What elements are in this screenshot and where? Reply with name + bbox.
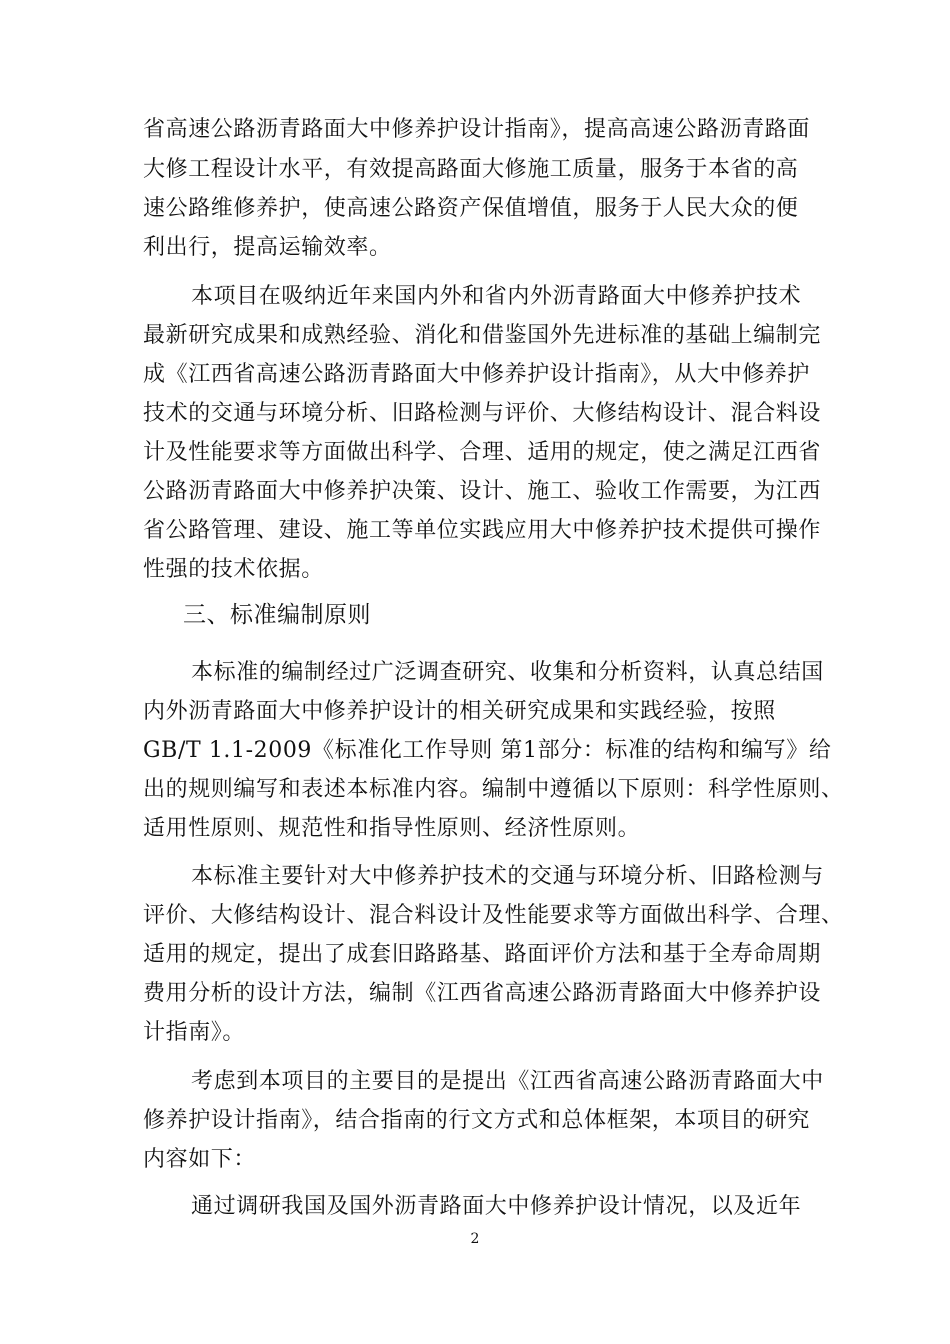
- text-line: 计及性能要求等方面做出科学、合理、适用的规定，使之满足江西省: [143, 440, 822, 465]
- text-line: 适用的规定，提出了成套旧路路基、路面评价方法和基于全寿命周期: [143, 942, 822, 967]
- text-line: 适用性原则、规范性和指导性原则、经济性原则。: [143, 816, 641, 841]
- text-line: 本标准主要针对大中修养护技术的交通与环境分析、旧路检测与: [191, 864, 824, 889]
- text-line: 通过调研我国及国外沥青路面大中修养护设计情况，以及近年: [191, 1194, 802, 1219]
- text-line: 成《江西省高速公路沥青路面大中修养护设计指南》，从大中修养护: [143, 362, 811, 387]
- text-line: 本标准的编制经过广泛调查研究、收集和分析资料，认真总结国: [191, 660, 824, 685]
- text-line: 出的规则编写和表述本标准内容。编制中遵循以下原则：科学性原则、: [143, 777, 844, 802]
- text-line: 内容如下：: [143, 1147, 257, 1172]
- text-line: 修养护设计指南》，结合指南的行文方式和总体框架，本项目的研究: [143, 1108, 811, 1133]
- text-line: 计指南》。: [143, 1020, 246, 1045]
- text-line: 内外沥青路面大中修养护设计的相关研究成果和实践经验，按照: [143, 699, 776, 724]
- text-line: 最新研究成果和成熟经验、消化和借鉴国外先进标准的基础上编制完: [143, 323, 822, 348]
- text-line: 利出行，提高运输效率。: [143, 235, 392, 260]
- text-line: 本项目在吸纳近年来国内外和省内外沥青路面大中修养护技术: [191, 284, 802, 309]
- text-line: 省公路管理、建设、施工等单位实践应用大中修养护技术提供可操作: [143, 518, 822, 543]
- text-line: 费用分析的设计方法，编制《江西省高速公路沥青路面大中修养护设: [143, 981, 822, 1006]
- text-line: 速公路维修养护，使高速公路资产保值增值，服务于人民大众的便: [143, 196, 799, 221]
- text-line: GB/T 1.1-2009《标准化工作导则 第1部分：标准的结构和编写》给: [143, 738, 832, 763]
- text-line: 省高速公路沥青路面大中修养护设计指南》，提高高速公路沥青路面: [143, 117, 811, 142]
- text-line: 公路沥青路面大中修养护决策、设计、施工、验收工作需要，为江西: [143, 479, 822, 504]
- section-heading: 三、标准编制原则: [183, 602, 371, 628]
- text-line: 性强的技术依据。: [143, 557, 324, 582]
- page-number: 2: [470, 1231, 480, 1247]
- text-line: 考虑到本项目的主要目的是提出《江西省高速公路沥青路面大中: [191, 1069, 824, 1094]
- text-line: 评价、大修结构设计、混合料设计及性能要求等方面做出科学、合理、: [143, 903, 844, 928]
- text-line: 大修工程设计水平，有效提高路面大修施工质量，服务于本省的高: [143, 157, 799, 182]
- text-line: 技术的交通与环境分析、旧路检测与评价、大修结构设计、混合料设: [143, 401, 822, 426]
